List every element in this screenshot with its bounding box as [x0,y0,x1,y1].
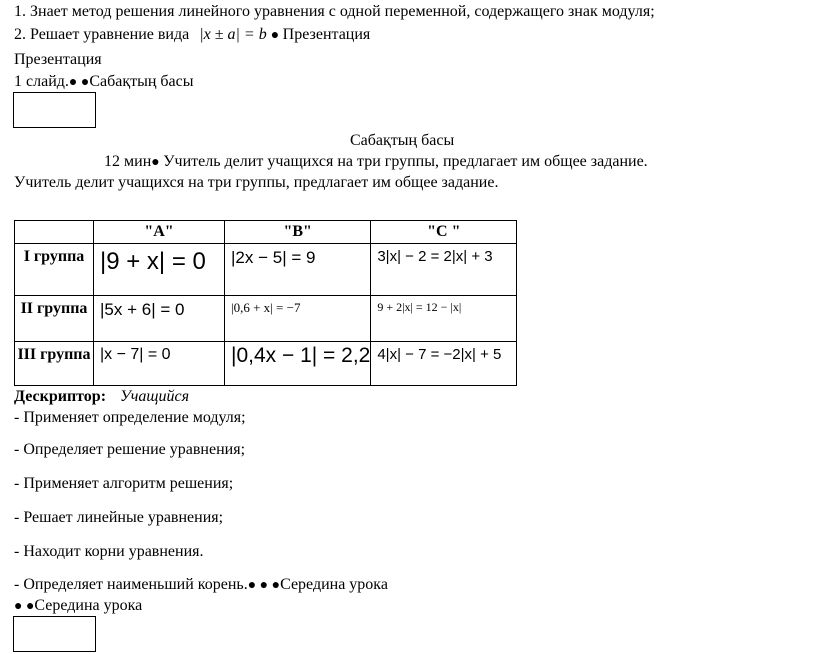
descriptor-item: - Решает линейные уравнения; [14,509,224,526]
section-title: Сабақтың басы [350,132,455,149]
footer-line [14,596,142,617]
equation-cell: 4|x| − 7 = −2|x| + 5 [371,342,517,386]
timing-line [104,152,648,173]
table-header-row [15,221,517,244]
objective-2 [14,25,370,46]
group-label: III группа [15,342,94,386]
timing-text: Учитель делит учащихся на три группы, предлагает им общее задание. [163,153,648,170]
bullet-icon: ● [270,28,283,43]
descriptor-item: - Применяет алгоритм решения; [14,475,234,492]
teacher-line: Учитель делит учащихся на три группы, предлагает им общее задание. [14,174,499,191]
bullet-icons: ● ● ● [247,578,281,593]
descriptor-label: Дескриптор: [14,388,107,405]
objective-2-prefix: 2. Решает уравнение вида [14,26,190,43]
bullet-icons: ● ● [14,599,35,614]
descriptor-suffix: Середина урока [280,576,388,593]
equation-cell: |9 + x| = 0 [94,244,225,296]
bullet-icons: ● ● [68,75,90,90]
descriptor-item: - Находит корни уравнения. [14,543,204,560]
timing-label: 12 мин [104,153,152,170]
descriptor-item-last [14,575,388,596]
table-row [15,342,517,386]
group-label: I группа [15,244,94,296]
equation-cell: 3|x| − 2 = 2|x| + 3 [371,244,517,296]
objective-2-suffix: Презентация [282,26,371,43]
objective-1: 1. Знает метод решения линейного уравнения с одной переменной, содержащего знак модуля; [14,3,655,20]
bullet-icon: ● [151,155,164,170]
slide-line [14,72,194,93]
table-row [15,244,517,296]
image-placeholder-bottom [13,616,96,652]
equation-cell: |0,4x − 1| = 2,2 [225,342,371,386]
equation-cell: |5x + 6| = 0 [94,296,225,342]
task-table [14,220,517,386]
presentation-heading: Презентация [14,51,102,68]
header-a: "A" [94,221,225,244]
slide-suffix: Сабақтың басы [89,73,194,90]
equation-cell: |0,6 + x| = −7 [225,296,371,342]
group-label: II группа [15,296,94,342]
equation-cell: |2x − 5| = 9 [225,244,371,296]
table-row [15,296,517,342]
header-c: "C " [371,221,517,244]
descriptor-who: Учащийся [120,388,190,405]
equation-cell: 9 + 2|x| = 12 − |x| [371,296,517,342]
descriptor-line [14,387,189,407]
descriptor-item: - Определяет наименьший корень. [14,576,248,593]
descriptor-item: - Определяет решение уравнения; [14,441,246,458]
equation-cell: |x − 7| = 0 [94,342,225,386]
image-placeholder-top [13,92,96,128]
header-b: "B" [225,221,371,244]
slide-label: 1 слайд. [14,73,69,90]
footer-text: Середина урока [34,597,143,614]
descriptor-item: - Применяет определение модуля; [14,409,246,426]
modulus-formula: |x ± a| = b [199,26,267,43]
table-corner [15,221,94,244]
